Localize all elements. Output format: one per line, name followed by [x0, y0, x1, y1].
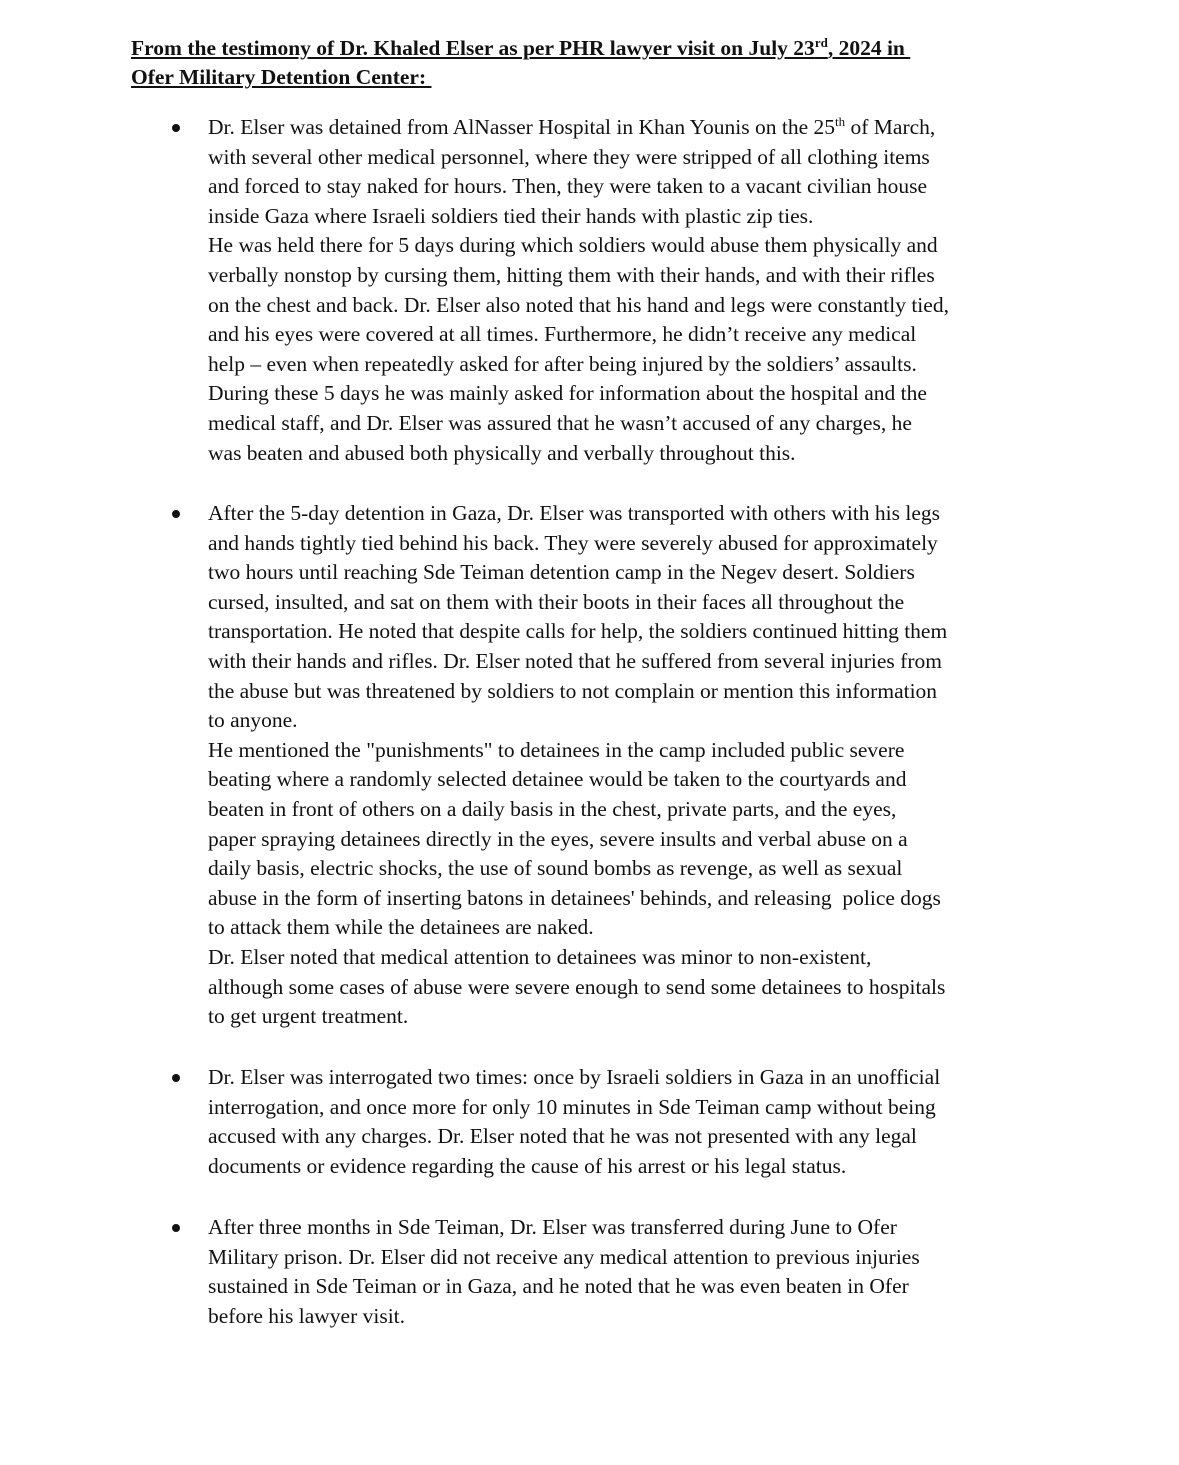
bullet-line: documents or evidence regarding the cause of his arrest or his legal status. — [208, 1153, 847, 1178]
bullet-line: cursed, insulted, and sat on them with their boots in their faces all throughout the — [208, 589, 905, 614]
bullet-line: with several other medical personnel, where they were stripped of all clothing items — [208, 144, 930, 169]
bullet-line: transportation. He noted that despite calls for help, the soldiers continued hitting them — [208, 619, 948, 644]
bullet-line: medical staff, and Dr. Elser was assured that he wasn’t accused of any charges, he — [208, 410, 912, 435]
bullet-line: interrogation, and once more for only 10 minutes in Sde Teiman camp without being — [208, 1094, 936, 1119]
bullet-line: beating where a randomly selected detainee would be taken to the courtyards and — [208, 767, 907, 792]
bullet-line: paper spraying detainees directly in the eyes, severe insults and verbal abuse on a — [208, 826, 908, 851]
bullet-line: to attack them while the detainees are naked. — [208, 915, 594, 940]
bullet-line: He mentioned the "punishments" to detainees in the camp included public severe — [208, 737, 905, 762]
bullet-line: was beaten and abused both physically and verbally throughout this. — [208, 440, 796, 465]
heading-superscript: rd — [814, 35, 828, 50]
bullet-line: to anyone. — [208, 708, 298, 733]
bullet-line: verbally nonstop by cursing them, hitting them with their hands, and with their rifles — [208, 262, 935, 287]
bullet-line: and forced to stay naked for hours. Then, they were taken to a vacant civilian house — [208, 174, 928, 199]
bullet-point-icon — [172, 1074, 180, 1082]
bullet-line: Military prison. Dr. Elser did not receive any medical attention to previous injuries — [208, 1244, 920, 1269]
bullet-line: two hours until reaching Sde Teiman detention camp in the Negev desert. Soldiers — [208, 560, 915, 585]
bullet-point-icon — [172, 510, 180, 518]
bullet-line: to get urgent treatment. — [208, 1004, 409, 1029]
bullet-line: and hands tightly tied behind his back. They were severely abused for approximately — [208, 530, 938, 555]
heading-text: From the testimony of Dr. Khaled Elser as per PHR lawyer visit on July 23 — [131, 36, 815, 60]
bullet-line: with their hands and rifles. Dr. Elser noted that he suffered from several injuries from — [208, 648, 942, 673]
bullet-text: of March, — [845, 115, 936, 139]
bullet-line: help – even when repeatedly asked for after being injured by the soldiers’ assaults. — [208, 351, 917, 376]
bullet-line: the abuse but was threatened by soldiers to not complain or mention this information — [208, 678, 938, 703]
heading-line-2: Ofer Military Detention Center: — [131, 65, 432, 89]
bullet-line: After three months in Sde Teiman, Dr. Elser was transferred during June to Ofer — [208, 1215, 897, 1239]
bullet-line: daily basis, electric shocks, the use of sound bombs as revenge, as well as sexual — [208, 856, 903, 881]
bullet-line: inside Gaza where Israeli soldiers tied their hands with plastic zip ties. — [208, 203, 814, 228]
bullet-point-icon — [172, 124, 180, 132]
bullet-line: sustained in Sde Teiman or in Gaza, and he noted that he was even beaten in Ofer — [208, 1274, 909, 1299]
bullet-line: After the 5-day detention in Gaza, Dr. Elser was transported with others with his legs — [208, 501, 941, 525]
bullet-line: He was held there for 5 days during which soldiers would abuse them physically and — [208, 233, 938, 258]
bullet-item-2 — [208, 499, 1048, 1032]
bullet-line — [208, 113, 1048, 143]
bullet-line: Dr. Elser noted that medical attention to detainees was minor to non-existent, — [208, 944, 872, 969]
bullet-item-4 — [208, 1213, 1048, 1331]
bullet-line: abuse in the form of inserting batons in detainees' behinds, and releasing police dogs — [208, 885, 941, 910]
bullet-line: beaten in front of others on a daily basis in the chest, private parts, and the eyes, — [208, 796, 897, 821]
bullet-line: During these 5 days he was mainly asked for information about the hospital and the — [208, 381, 927, 406]
bullet-point-icon — [172, 1224, 180, 1232]
heading-text: , 2024 in — [827, 36, 911, 60]
bullet-line: accused with any charges. Dr. Elser noted that he was not presented with any legal — [208, 1124, 917, 1149]
bullet-line: before his lawyer visit. — [208, 1303, 406, 1328]
bullet-text: Dr. Elser was detained from AlNasser Hospital in Khan Younis on the 25 — [208, 115, 836, 139]
bullet-line: although some cases of abuse were severe enough to send some detainees to hospitals — [208, 974, 946, 999]
bullet-line: Dr. Elser was interrogated two times: once by Israeli soldiers in Gaza in an unofficial — [208, 1065, 941, 1089]
bullet-line: and his eyes were covered at all times. Furthermore, he didn’t receive any medical — [208, 322, 917, 347]
bullet-item-3 — [208, 1063, 1048, 1181]
bullet-item-1 — [208, 113, 1048, 468]
bullet-superscript: th — [835, 114, 846, 129]
bullet-line: on the chest and back. Dr. Elser also noted that his hand and legs were constantly tied, — [208, 292, 949, 317]
